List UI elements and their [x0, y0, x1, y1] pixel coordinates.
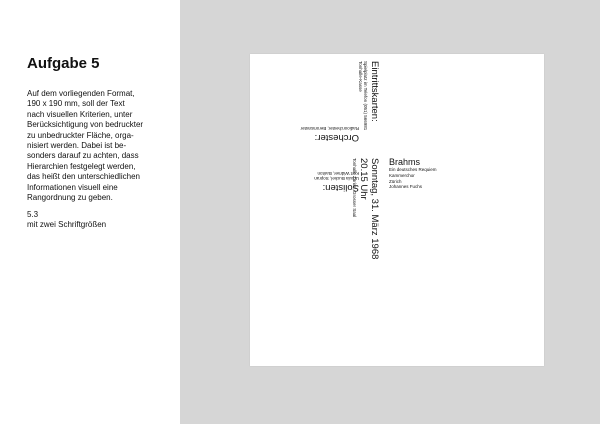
left-panel: [0, 0, 180, 424]
soloists-title: Solisten:: [322, 182, 359, 193]
soloist-line: Ursula Buckel, Sopran: [314, 176, 359, 182]
work-title: Ein deutsches Requiem: [389, 167, 437, 173]
assignment-line: Auf dem vorliegenden Format,: [27, 89, 135, 98]
orchestra-block: [300, 126, 359, 142]
program-block: [389, 157, 437, 190]
soloist-line: Kurt Widmer, Bariton: [317, 170, 359, 176]
poster-area: [180, 0, 600, 424]
soloists-block: [314, 171, 359, 192]
tickets-line: Spielplatz im Telefon (051) 566981: [363, 61, 369, 131]
assignment-text: [27, 89, 177, 203]
poster-card: [250, 54, 544, 366]
tickets-title: Eintrittskarten:: [369, 61, 380, 122]
assignment-line: zu unbedruckter Fläche, orga-: [27, 130, 134, 140]
assignment-line: Informationen visuell eine: [27, 182, 118, 192]
page-title: Aufgabe 5: [27, 55, 100, 72]
orchestra-line: Radioorchester, Beromünster: [300, 126, 359, 132]
tickets-block: [358, 61, 379, 130]
variant-number: 5.3: [27, 210, 39, 219]
composer: Brahms: [389, 157, 421, 167]
city: Zürich: [389, 178, 402, 184]
orchestra-title: Orchester:: [314, 132, 359, 143]
ensemble: Kammerchor: [389, 172, 415, 178]
concert-venue: Tonhalle Zürich, Grosser Saal: [352, 158, 358, 218]
conductor: Johannes Fuchs: [389, 184, 423, 190]
assignment-line: das heißt den unterschiedlichen: [27, 172, 140, 182]
assignment-line: Hierarchien festgelegt werden,: [27, 161, 136, 171]
concert-time: 20.15 Uhr: [358, 158, 370, 200]
assignment-line: nisiert werden. Dabei ist be-: [27, 141, 127, 151]
assignment-line: sonders darauf zu achten, dass: [27, 151, 139, 161]
assignment-line: nach visuellen Kriterien, unter: [27, 109, 133, 119]
assignment-line: Berücksichtigung von bedruckter: [27, 120, 144, 130]
assignment-line: Rangordnung zu geben.: [27, 193, 113, 203]
assignment-line: 190 x 190 mm, soll der Text: [27, 99, 125, 109]
variant-description: mit zwei Schriftgrößen: [27, 220, 107, 230]
variant-note: [27, 210, 106, 231]
tickets-line: Tonhalle-Kasse: [357, 61, 363, 92]
concert-date: Sonntag, 31. März 1968: [369, 158, 380, 260]
